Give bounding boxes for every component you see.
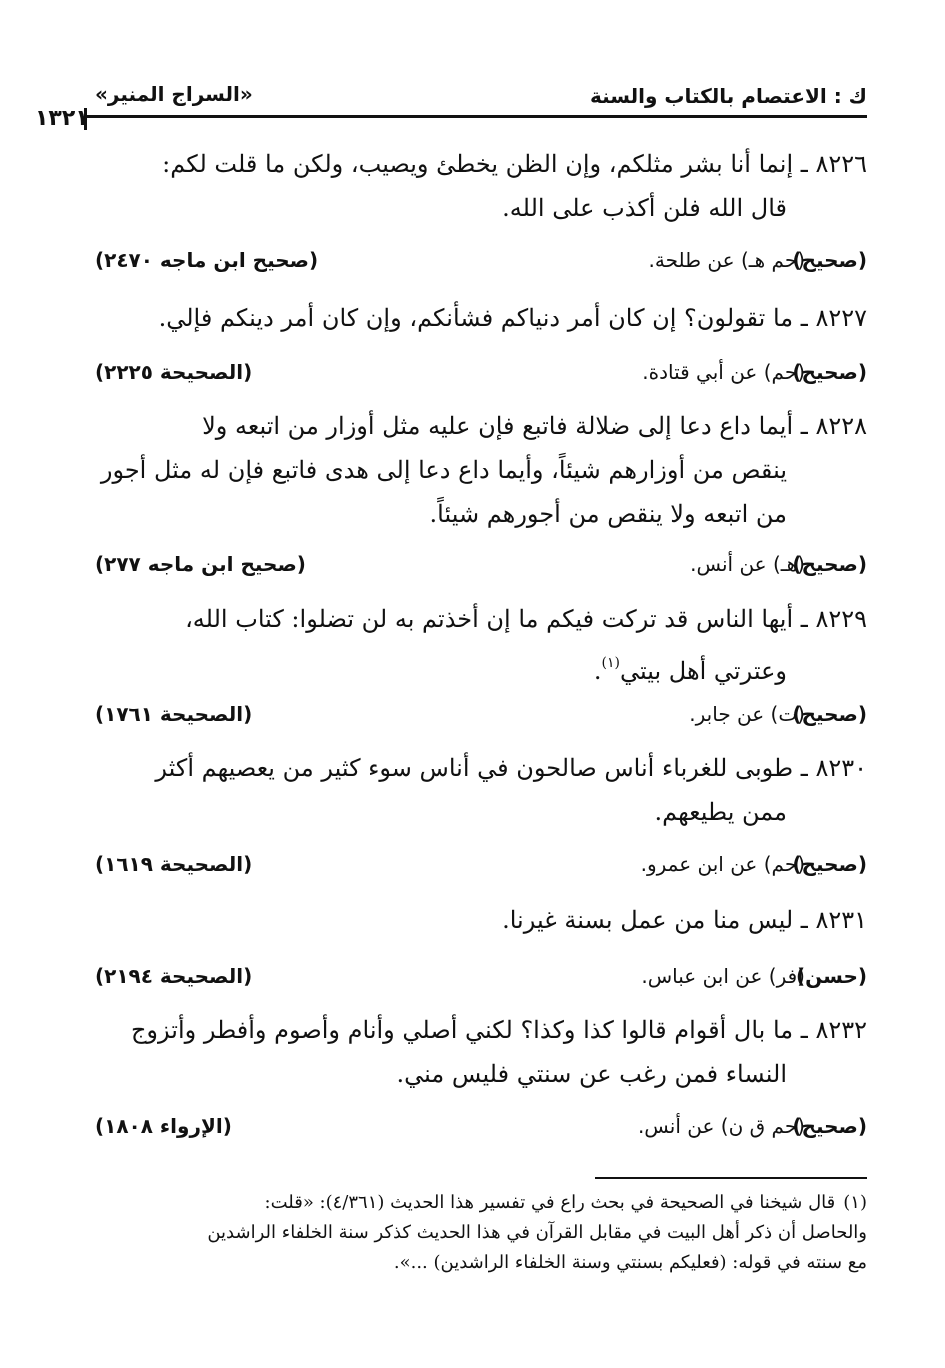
hadith-reference [95,852,867,882]
hadith-number: ٨٢٢٨ [815,412,867,440]
hadith-8228: ٨٢٢٨ ـ أيما داع دعا إلى ضلالة فاتبع فإن عليه مثل أوزار من اتبعه ولا ينقص من أوزارهم شيئاً، وأيما داع دعا إلى هدى فاتبع فإن له مثل أجور من اتبعه ولا ينقص من أجورهم شيئاً. [95,404,867,536]
hadith-text: طوبى للغرباء أناس صالحون في أناس سوء كثير من يعصيهم أكثر [155,754,794,782]
source: (حم ق ن) عن أنس. [637,1114,805,1138]
source: (حم هـ) عن طلحة. [648,248,805,272]
hadith-text: ليس منا من عمل بسنة غيرنا. [502,906,794,934]
hadith-text: ممن يطيعهم. [654,798,787,826]
hadith-text: إنما أنا بشر مثلكم، وإن الظن يخطئ ويصيب، ولكن ما قلت لكم: [162,150,794,178]
hadith-reference [95,248,867,278]
source: (فر) عن ابن عباس. [641,964,805,988]
book-title: «السراج المنير» [95,82,253,106]
hadith-8232: ٨٢٣٢ ـ ما بال أقوام قالوا كذا وكذا؟ لكني أصلي وأنام وأصوم وأفطر وأتزوج النساء فمن رغب عن سنتي فليس مني. [95,1008,867,1096]
hadith-reference [95,1114,867,1144]
hadith-8229: ٨٢٢٩ ـ أيها الناس قد تركت فيكم ما إن أخذتم به لن تضلوا: كتاب الله، وعترتي أهل بيتي$^{(١)}$. [185,605,867,685]
page-number: ١٣٢١ [35,106,89,131]
footnote-marker[interactable]: (١) [601,655,620,671]
citation: (الصحيحة ٢١٩٤) [95,964,253,988]
hadith-text: قال الله فلن أكذب على الله. [502,194,787,222]
header-rule [86,115,867,118]
footnote-text: والحاصل أن ذكر أهل البيت في مقابل القرآن في هذا الحديث كذكر سنة الخلفاء الراشدين [207,1222,867,1243]
hadith-text-end: . [593,657,602,685]
footnote [95,1188,867,1278]
source: (حم) عن أبي قتادة. [642,360,805,384]
hadith-number: ٨٢٢٩ [815,605,867,633]
citation: (الصحيحة ٢٢٢٥) [95,360,253,384]
grade: (صحيح) [792,360,867,384]
hadith-text: النساء فمن رغب عن سنتي فليس مني. [396,1060,787,1088]
chapter-title: ك : الاعتصام بالكتاب والسنة [589,84,867,108]
footnote-text: مع سنته في قوله: (فعليكم بسنتي وسنة الخلفاء الراشدين) ...». [393,1252,867,1273]
source: (هـ) عن أنس. [690,552,805,576]
footnote-text: قال شيخنا في الصحيحة في بحث راع في تفسير هذا الحديث (٤/٣٦١): «قلت: [264,1192,836,1213]
hadith-text: ما تقولون؟ إن كان أمر دنياكم فشأنكم، وإن كان أمر دينكم فإلي. [158,304,794,332]
grade: (صحيح) [792,248,867,272]
hadith-text: أيما داع دعا إلى ضلالة فاتبع فإن عليه مثل أوزار من اتبعه ولا [202,412,794,440]
hadith-text: أيها الناس قد تركت فيكم ما إن أخذتم به لن تضلوا: كتاب الله، [185,605,794,633]
hadith-number: ٨٢٢٦ [815,150,867,178]
hadith-reference [95,702,867,732]
grade: (صحيح) [792,1114,867,1138]
citation: (الصحيحة ١٧٦١) [95,702,253,726]
source: (ت) عن جابر. [689,702,805,726]
source: (حم) عن ابن عمرو. [640,852,805,876]
hadith-text: ينقص من أوزارهم شيئاً، وأيما داع دعا إلى هدى فاتبع فإن له مثل أجور [100,456,787,484]
hadith-8230: ٨٢٣٠ ـ طوبى للغرباء أناس صالحون في أناس سوء كثير من يعصيهم أكثر ممن يطيعهم. [95,746,867,834]
footnote-rule [595,1177,867,1179]
hadith-number: ٨٢٣٢ [815,1016,867,1044]
hadith-text: وعترتي أهل بيتي [619,657,787,685]
hadith-8226: ٨٢٢٦ ـ إنما أنا بشر مثلكم، وإن الظن يخطئ ويصيب، ولكن ما قلت لكم: قال الله فلن أكذب على الله. [95,142,867,230]
hadith-number: ٨٢٣٠ [815,754,867,782]
running-header [85,80,867,120]
grade: (حسن) [795,964,867,988]
citation: (صحيح ابن ماجه ٢٤٧٠) [95,248,319,272]
grade: (صحيح) [792,852,867,876]
hadith-text: ما بال أقوام قالوا كذا وكذا؟ لكني أصلي وأنام وأصوم وأفطر وأتزوج [130,1016,794,1044]
footnote-number: (١) [843,1192,867,1213]
hadith-number: ٨٢٢٧ [815,304,867,332]
citation: (الصحيحة ١٦١٩) [95,852,253,876]
citation: (صحيح ابن ماجه ٢٧٧) [95,552,306,576]
hadith-reference [95,360,867,390]
hadith-reference [95,964,867,994]
hadith-number: ٨٢٣١ [815,906,867,934]
grade: (صحيح) [792,552,867,576]
hadith-8231: ٨٢٣١ ـ ليس منا من عمل بسنة غيرنا. [502,906,867,934]
hadith-text: من اتبعه ولا ينقص من أجورهم شيئاً. [429,500,787,528]
hadith-reference [95,552,867,582]
citation: (الإرواء ١٨٠٨) [95,1114,232,1138]
grade: (صحيح) [792,702,867,726]
hadith-8227: ٨٢٢٧ ـ ما تقولون؟ إن كان أمر دنياكم فشأنكم، وإن كان أمر دينكم فإلي. [158,304,867,332]
